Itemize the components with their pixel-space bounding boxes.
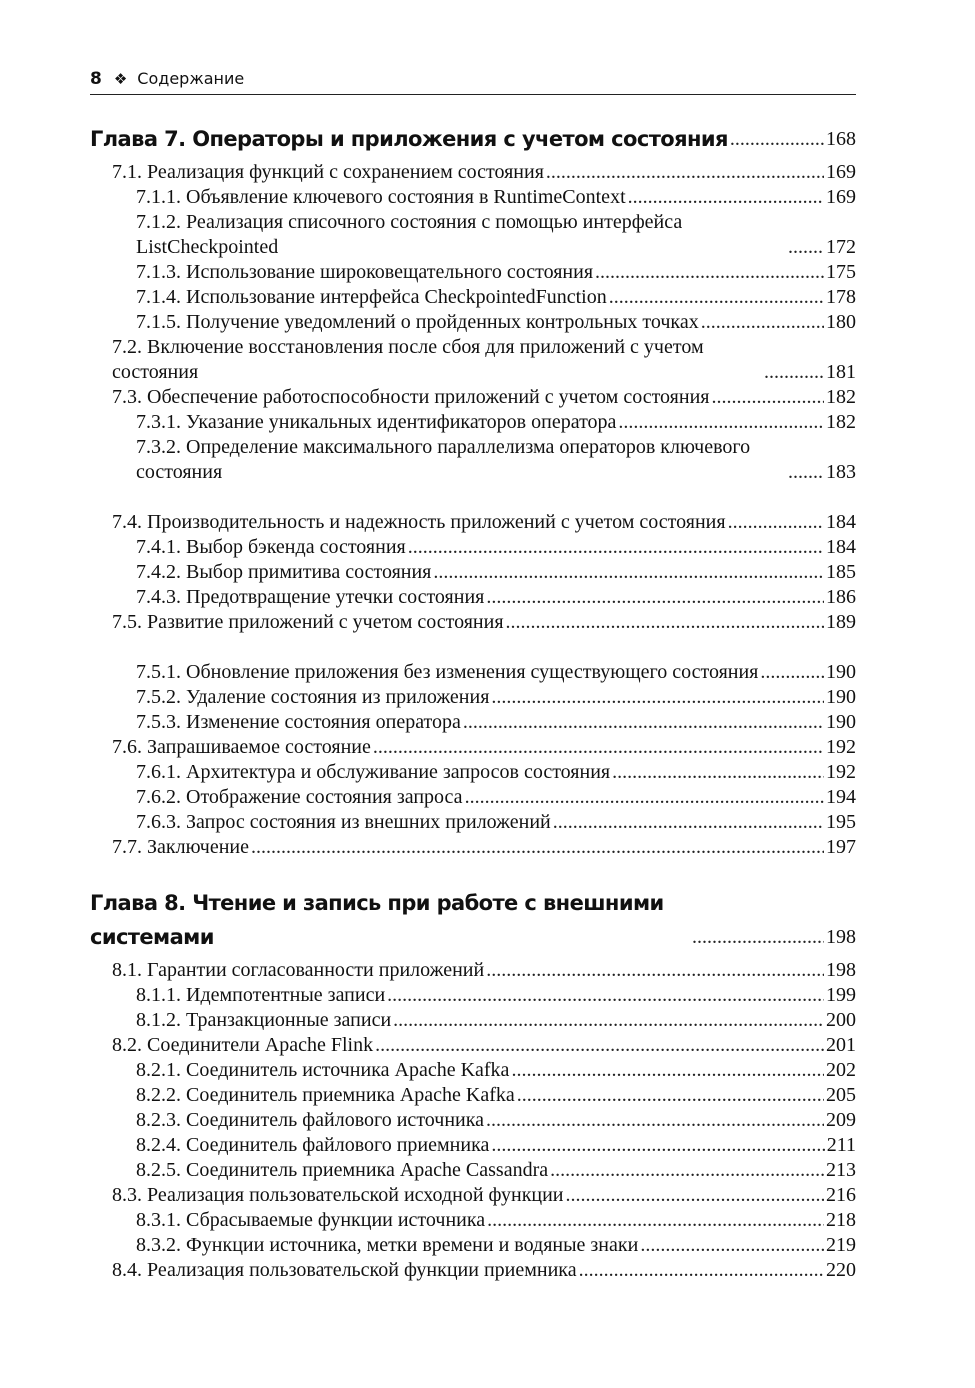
toc-entry-title: 8.1.1. Идемпотентные записи: [136, 984, 386, 1006]
toc-entry-page-number: 195: [826, 811, 856, 833]
leader-dots: [612, 760, 824, 785]
toc-entry-page-number: 183: [826, 461, 856, 483]
table-of-contents: [90, 122, 856, 1283]
toc-entry-page-number: 190: [826, 711, 856, 733]
toc-entry-page-number: 190: [826, 661, 856, 683]
leader-dots: [491, 1133, 824, 1158]
toc-entry-page-number: 218: [826, 1209, 856, 1231]
leader-dots: [595, 260, 824, 285]
toc-entry-page-number: 175: [826, 261, 856, 283]
leader-dots: [373, 735, 824, 760]
toc-entry[interactable]: [90, 1233, 856, 1258]
toc-entry-page-number: 186: [826, 586, 856, 608]
toc-entry[interactable]: [90, 260, 856, 285]
toc-entry[interactable]: [90, 983, 856, 1008]
toc-entry[interactable]: [90, 1133, 856, 1158]
leader-dots: [506, 610, 824, 635]
toc-chapter: [90, 886, 856, 1283]
toc-entry-title: 8.2.1. Соединитель источника Apache Kafka: [136, 1059, 510, 1081]
leader-dots: [517, 1083, 824, 1108]
toc-entry-title: 8.2.5. Соединитель приемника Apache Cassandra: [136, 1159, 549, 1181]
toc-entry[interactable]: [90, 410, 856, 435]
toc-entry-title: 7.7. Заключение: [112, 836, 249, 858]
toc-chapter: [90, 122, 856, 860]
leader-dots: [546, 160, 824, 185]
leader-dots: [375, 1033, 824, 1058]
toc-entry-page-number: 181: [826, 361, 856, 383]
toc-entry[interactable]: [90, 835, 856, 860]
toc-entry-page-number: 190: [826, 686, 856, 708]
leader-dots: [788, 235, 824, 260]
leader-dots: [387, 983, 824, 1008]
toc-entry-page-number: 184: [826, 536, 856, 558]
leader-dots: [701, 310, 824, 335]
toc-entry[interactable]: [90, 1183, 856, 1208]
toc-entry-title: 8.2.2. Соединитель приемника Apache Kafka: [136, 1084, 515, 1106]
toc-entry[interactable]: [90, 785, 856, 810]
toc-entry-title: 7.6. Запрашиваемое состояние: [112, 736, 371, 758]
toc-entry-page-number: 178: [826, 286, 856, 308]
toc-entry-title: 7.3.1. Указание уникальных идентификаторов оператора: [136, 411, 617, 433]
leader-dots: [640, 1233, 824, 1258]
toc-entry[interactable]: [90, 385, 856, 410]
toc-entry-title: 7.4.2. Выбор примитива состояния: [136, 561, 432, 583]
leader-dots: [618, 410, 824, 435]
toc-entry[interactable]: [90, 185, 856, 210]
toc-entry-title: 7.5.2. Удаление состояния из приложения: [136, 686, 490, 708]
toc-entry-page-number: 200: [826, 1009, 856, 1031]
toc-entry[interactable]: [90, 710, 856, 735]
toc-entry[interactable]: [90, 1158, 856, 1183]
toc-entry[interactable]: [90, 735, 856, 760]
toc-entry-title: 7.5.3. Изменение состояния оператора: [136, 711, 461, 733]
chapter-title: Глава 7. Операторы и приложения с учетом состояния: [90, 127, 728, 151]
leader-dots: [760, 660, 824, 685]
chapter-page-number: 198: [826, 926, 856, 948]
toc-entry-title: 8.2.3. Соединитель файлового источника: [136, 1109, 485, 1131]
page-number: 8: [90, 69, 102, 89]
toc-entry[interactable]: [90, 958, 856, 983]
toc-entry-page-number: 185: [826, 561, 856, 583]
toc-entry-title: 7.4.3. Предотвращение утечки состояния: [136, 586, 485, 608]
leader-dots: [251, 835, 824, 860]
toc-entry-page-number: 216: [826, 1184, 856, 1206]
leader-dots: [486, 585, 824, 610]
toc-entry[interactable]: [90, 160, 856, 185]
toc-entry-title: 7.2. Включение восстановления после сбоя для приложений с учетом состояния: [112, 336, 704, 383]
toc-entry-page-number: 192: [826, 761, 856, 783]
toc-entry[interactable]: [90, 1058, 856, 1083]
toc-entry[interactable]: [90, 210, 856, 260]
leader-dots: [408, 535, 824, 560]
leader-dots: [550, 1158, 824, 1183]
leader-dots: [628, 185, 824, 210]
toc-entry[interactable]: [90, 1258, 856, 1283]
toc-entry-page-number: 184: [826, 511, 856, 533]
toc-entry-page-number: 182: [826, 386, 856, 408]
toc-entry-page-number: 172: [826, 236, 856, 258]
toc-entry[interactable]: [90, 1208, 856, 1233]
toc-entry-page-number: 213: [826, 1159, 856, 1181]
toc-entry-title: 8.1.2. Транзакционные записи: [136, 1009, 392, 1031]
toc-entry-title: 8.2. Соединители Apache Flink: [112, 1034, 374, 1056]
leader-dots: [463, 710, 824, 735]
running-head-title: Содержание: [137, 69, 245, 88]
toc-entry-title: 7.6.1. Архитектура и обслуживание запросов состояния: [136, 761, 611, 783]
toc-entry[interactable]: [90, 435, 856, 485]
toc-entry-page-number: 169: [826, 186, 856, 208]
toc-entry[interactable]: [90, 685, 856, 710]
toc-entry[interactable]: [90, 760, 856, 785]
toc-entry[interactable]: [90, 585, 856, 610]
toc-entry[interactable]: [90, 335, 856, 385]
toc-entry-title: 7.1. Реализация функций с сохранением состояния: [112, 161, 544, 183]
toc-entry[interactable]: [90, 635, 856, 685]
toc-entry-title: 8.4. Реализация пользовательской функции приемника: [112, 1259, 577, 1281]
toc-entry-title: 7.5. Развитие приложений с учетом состояния: [112, 611, 504, 633]
toc-entry-page-number: 219: [826, 1234, 856, 1256]
toc-entry-title: 7.1.4. Использование интерфейса CheckpointedFunction: [136, 286, 607, 308]
leader-dots: [566, 1183, 824, 1208]
chapter-page-number: 168: [826, 128, 856, 150]
toc-entry-title: 7.1.3. Использование широковещательного состояния: [136, 261, 594, 283]
toc-entry-page-number: 197: [826, 836, 856, 858]
toc-entry[interactable]: [90, 310, 856, 335]
toc-entry-page-number: 198: [826, 959, 856, 981]
toc-entry[interactable]: [90, 560, 856, 585]
toc-entry[interactable]: [90, 1033, 856, 1058]
toc-entry-title: 7.6.3. Запрос состояния из внешних приложений: [136, 811, 551, 833]
toc-entry[interactable]: [90, 810, 856, 835]
leader-dots: [764, 360, 824, 385]
leader-dots: [511, 1058, 824, 1083]
toc-entry-page-number: 205: [826, 1084, 856, 1106]
leader-dots: [491, 685, 824, 710]
toc-entry[interactable]: [90, 1008, 856, 1033]
toc-entry-title: 7.1.5. Получение уведомлений о пройденных контрольных точках: [136, 311, 699, 333]
leader-dots: [711, 385, 824, 410]
toc-entry-page-number: 201: [826, 1034, 856, 1056]
toc-entry-title: 7.4. Производительность и надежность приложений с учетом состояния: [112, 511, 726, 533]
toc-entry-title: 7.1.2. Реализация списочного состояния с помощью интерфейса ListCheckpointed: [136, 211, 683, 258]
leader-dots: [486, 958, 824, 983]
toc-entry-page-number: 220: [826, 1259, 856, 1281]
leader-dots: [393, 1008, 824, 1033]
toc-entry-page-number: 194: [826, 786, 856, 808]
chapter-heading[interactable]: [90, 886, 856, 954]
toc-entry[interactable]: [90, 610, 856, 635]
toc-entry-title: 8.1. Гарантии согласованности приложений: [112, 959, 485, 981]
toc-entry-page-number: 180: [826, 311, 856, 333]
leader-dots: [609, 285, 824, 310]
toc-entry-page-number: 182: [826, 411, 856, 433]
toc-entry[interactable]: [90, 1083, 856, 1108]
toc-entry-page-number: 202: [826, 1059, 856, 1081]
toc-entry-page-number: 169: [826, 161, 856, 183]
toc-entry-page-number: 192: [826, 736, 856, 758]
leader-dots: [486, 1108, 824, 1133]
leader-dots: [579, 1258, 824, 1283]
leader-dots: [692, 920, 824, 954]
leader-dots: [728, 510, 824, 535]
toc-entry[interactable]: [90, 285, 856, 310]
toc-entry-title: 7.4.1. Выбор бэкенда состояния: [136, 536, 406, 558]
toc-entry[interactable]: [90, 1108, 856, 1133]
leader-dots: [487, 1208, 824, 1233]
chapter-title: Глава 8. Чтение и запись при работе с внешними системами: [90, 891, 664, 949]
leader-dots: [730, 122, 824, 156]
toc-entry-title: 7.6.2. Отображение состояния запроса: [136, 786, 463, 808]
chapter-heading[interactable]: [90, 122, 856, 156]
leader-dots: [788, 460, 824, 485]
toc-entry[interactable]: [90, 535, 856, 560]
toc-entry-page-number: 189: [826, 611, 856, 633]
toc-entry-title: 7.3.2. Определение максимального параллелизма операторов ключевого состояния: [136, 436, 751, 483]
toc-entry-page-number: 211: [826, 1134, 856, 1156]
toc-entry-title: 8.2.4. Соединитель файлового приемника: [136, 1134, 490, 1156]
fleuron-icon: ❖: [113, 70, 128, 88]
toc-entry-page-number: 209: [826, 1109, 856, 1131]
toc-entry-title: 7.3. Обеспечение работоспособности приложений с учетом состояния: [112, 386, 710, 408]
toc-entry-title: 7.5.1. Обновление приложения без изменения существующего состояния: [136, 661, 759, 683]
toc-entry-title: 8.3.1. Сбрасываемые функции источника: [136, 1209, 486, 1231]
running-head: [90, 68, 856, 95]
leader-dots: [553, 810, 824, 835]
toc-entry-title: 7.1.1. Объявление ключевого состояния в RuntimeContext: [136, 186, 626, 208]
toc-entry[interactable]: [90, 485, 856, 535]
toc-entry-page-number: 199: [826, 984, 856, 1006]
toc-entry-title: 8.3. Реализация пользовательской исходной функции: [112, 1184, 564, 1206]
leader-dots: [433, 560, 824, 585]
leader-dots: [465, 785, 824, 810]
toc-entry-title: 8.3.2. Функции источника, метки времени и водяные знаки: [136, 1234, 639, 1256]
